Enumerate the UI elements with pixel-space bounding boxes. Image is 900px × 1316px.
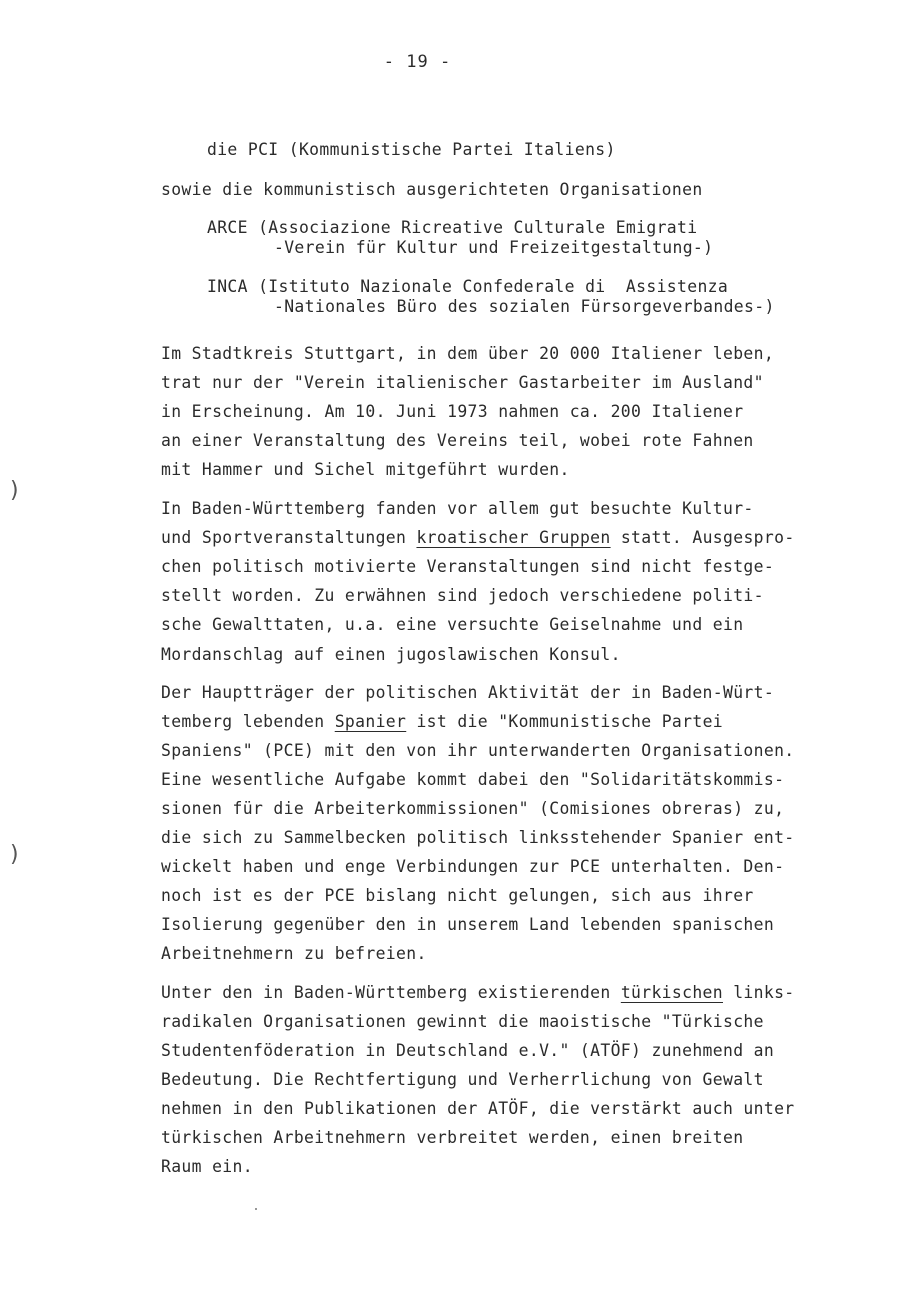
- para4-line-1-end: links-: [723, 983, 795, 1002]
- para3-line-7: wickelt haben und enge Verbindungen zur PCE unterhalten. Den-: [161, 857, 785, 876]
- para1-line-2: trat nur der "Verein italienischer Gastarbeiter im Ausland": [161, 373, 764, 392]
- para3-line-10: Arbeitnehmern zu befreien.: [161, 944, 427, 963]
- para4-line-6: türkischen Arbeitnehmern verbreitet werden, einen breiten: [161, 1128, 744, 1147]
- underlined-croatian-groups: kroatischer Gruppen: [416, 528, 611, 547]
- para2-line-6: Mordanschlag auf einen jugoslawischen Konsul.: [161, 645, 621, 664]
- para4-line-2: radikalen Organisationen gewinnt die maoistische "Türkische: [161, 1012, 764, 1031]
- punch-hole-mark-upper: ): [10, 478, 19, 503]
- para4-line-1-start: Unter den in Baden-Württemberg existierenden: [161, 983, 621, 1002]
- para4-line-5: nehmen in den Publikationen der ATÖF, die verstärkt auch unter: [161, 1099, 795, 1118]
- para3-line-9: Isolierung gegenüber den in unserem Land lebenden spanischen: [161, 915, 775, 934]
- intro-line-organisations: sowie die kommunistisch ausgerichteten Organisationen: [161, 180, 703, 199]
- underlined-spaniards: Spanier: [334, 712, 407, 731]
- para2-line-2: [161, 528, 795, 548]
- para4-line-3: Studentenföderation in Deutschland e.V." (ATÖF) zunehmend an: [161, 1041, 775, 1060]
- para2-line-5: sche Gewalttaten, u.a. eine versuchte Geiselnahme und ein: [161, 615, 744, 634]
- intro-line-pci: die PCI (Kommunistische Partei Italiens): [207, 140, 616, 159]
- para3-line-2-start: temberg lebenden: [161, 712, 335, 731]
- para2-line-3: chen politisch motivierte Veranstaltungen sind nicht festge-: [161, 557, 775, 576]
- para2-line-4: stellt worden. Zu erwähnen sind jedoch verschiedene politi-: [161, 586, 764, 605]
- page-number: - 19 -: [383, 52, 452, 72]
- para1-line-4: an einer Veranstaltung des Vereins teil, wobei rote Fahnen: [161, 431, 754, 450]
- para2-line-1: In Baden-Württemberg fanden vor allem gut besuchte Kultur-: [161, 499, 754, 518]
- arce-line-2: -Verein für Kultur und Freizeitgestaltung-): [274, 238, 714, 257]
- para4-line-1: [161, 983, 795, 1003]
- para3-line-1: Der Hauptträger der politischen Aktivität der in Baden-Würt-: [161, 683, 775, 702]
- punch-hole-mark-lower: ): [10, 842, 19, 867]
- para1-line-5: mit Hammer und Sichel mitgeführt wurden.: [161, 460, 570, 479]
- scan-speck: [255, 1208, 257, 1210]
- para3-line-8: noch ist es der PCE bislang nicht gelungen, sich aus ihrer: [161, 886, 754, 905]
- inca-line-1: INCA (Istituto Nazionale Confederale di Assistenza: [207, 277, 729, 296]
- para4-line-7: Raum ein.: [161, 1157, 253, 1176]
- para3-line-5: sionen für die Arbeiterkommissionen" (Comisiones obreras) zu,: [161, 799, 785, 818]
- underlined-turkish: türkischen: [620, 983, 723, 1002]
- para1-line-3: in Erscheinung. Am 10. Juni 1973 nahmen ca. 200 Italiener: [161, 402, 744, 421]
- para1-line-1: Im Stadtkreis Stuttgart, in dem über 20 000 Italiener leben,: [161, 344, 775, 363]
- para3-line-2-end: ist die "Kommunistische Partei: [406, 712, 724, 731]
- arce-line-1: ARCE (Associazione Ricreative Culturale Emigrati: [207, 218, 698, 237]
- para2-line-2-start: und Sportveranstaltungen: [161, 528, 417, 547]
- inca-line-2: -Nationales Büro des sozialen Fürsorgeverbandes-): [274, 297, 775, 316]
- para3-line-4: Eine wesentliche Aufgabe kommt dabei den "Solidaritätskommis-: [161, 770, 785, 789]
- para4-line-4: Bedeutung. Die Rechtfertigung und Verherrlichung von Gewalt: [161, 1070, 764, 1089]
- para3-line-3: Spaniens" (PCE) mit den von ihr unterwanderten Organisationen.: [161, 741, 795, 760]
- para3-line-6: die sich zu Sammelbecken politisch linksstehender Spanier ent-: [161, 828, 795, 847]
- para3-line-2: [161, 712, 723, 732]
- para2-line-2-end: statt. Ausgespro-: [610, 528, 795, 547]
